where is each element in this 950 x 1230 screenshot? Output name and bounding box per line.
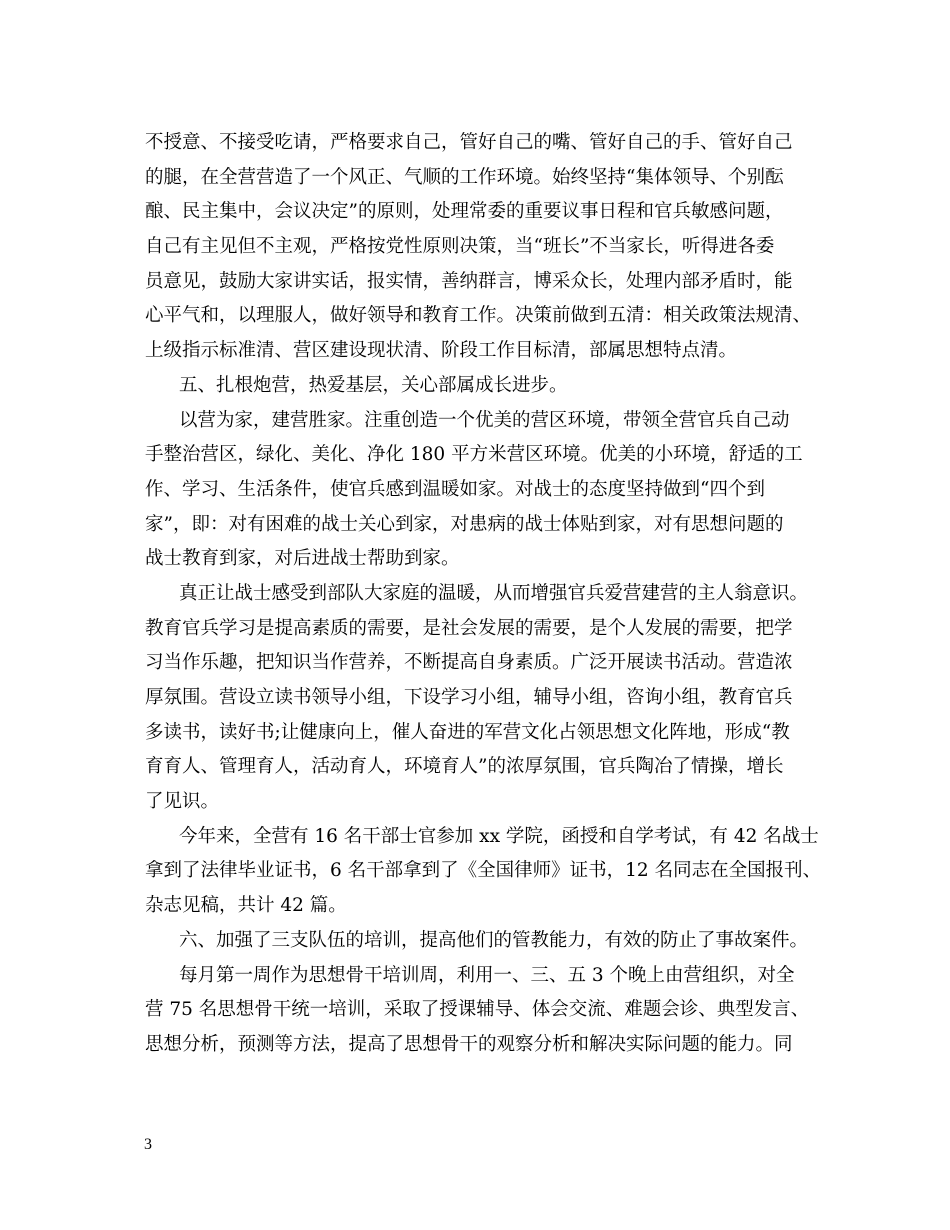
text-line: 的腿，在全营营造了一个风正、气顺的工作环境。始终坚持“集体领导、个别酝 bbox=[145, 166, 784, 188]
text-line: 不授意、不接受吃请，严格要求自己，管好自己的嘴、管好自己的手、管好自己 bbox=[145, 132, 793, 153]
text-line: 自己有主见但不主观，严格按党性原则决策，当“班长”不当家长，听得进各委 bbox=[145, 236, 775, 258]
section-heading: 六、加强了三支队伍的培训，提高他们的管教能力，有效的防止了事故案件。 bbox=[179, 929, 809, 951]
text-line: 员意见，鼓励大家讲实话，报实情，善纳群言，博采众长，处理内部矛盾时，能 bbox=[145, 270, 793, 292]
text-line: 习当作乐趣，把知识当作营养，不断提高自身素质。广泛开展读书活动。营造浓 bbox=[145, 652, 793, 674]
body-text bbox=[145, 126, 822, 1063]
text-line: 杂志见稿，共计 42 篇。 bbox=[145, 895, 347, 917]
text-line: 心平气和，以理服人，做好领导和教育工作。决策前做到五清：相关政策法规清、 bbox=[145, 305, 812, 327]
text-line: 拿到了法律毕业证书，6 名干部拿到了《全国律师》证书，12 名同志在全国报刊、 bbox=[145, 860, 822, 882]
text-line: 家”，即：对有困难的战士关心到家，对患病的战士体贴到家，对有思想问题的 bbox=[145, 513, 784, 535]
paragraph-start-line: 每月第一周作为思想骨干培训周，利用一、三、五 3 个晚上由营组织，对全 bbox=[179, 964, 795, 986]
text-line: 营 75 名思想骨干统一培训，采取了授课辅导、体会交流、难题会诊、典型发言、 bbox=[145, 999, 810, 1021]
page-number: 3 bbox=[144, 1136, 152, 1153]
paragraph-start-line: 真正让战士感受到部队大家庭的温暖，从而增强官兵爱营建营的主人翁意识。 bbox=[179, 582, 809, 604]
text-line: 教育官兵学习是提高素质的需要，是社会发展的需要，是个人发展的需要，把学 bbox=[145, 617, 793, 639]
text-line: 了见识。 bbox=[145, 791, 220, 813]
text-line: 多读书，读好书;让健康向上，催人奋进的军营文化占领思想文化阵地，形成“教 bbox=[145, 721, 790, 743]
text-line: 战士教育到家，对后进战士帮助到家。 bbox=[145, 548, 460, 570]
text-line: 手整治营区，绿化、美化、净化 180 平方米营区环境。优美的小环境，舒适的工 bbox=[145, 444, 803, 466]
text-line: 育育人、管理育人，活动育人，环境育人”的浓厚氛围，官兵陶冶了情操，增长 bbox=[145, 756, 784, 778]
text-line: 作、学习、生活条件，使官兵感到温暖如家。对战士的态度坚持做到“四个到 bbox=[145, 478, 765, 500]
paragraph-start-line: 今年来，全营有 16 名干部士官参加 xx 学院，函授和自学考试，有 42 名战士 bbox=[179, 825, 819, 847]
paragraph-start-line: 以营为家，建营胜家。注重创造一个优美的营区环境，带领全营官兵自己动 bbox=[179, 409, 790, 431]
text-line: 厚氛围。营设立读书领导小组，下设学习小组，辅导小组，咨询小组，教育官兵 bbox=[145, 687, 793, 708]
section-heading: 五、扎根炮营，热爱基层，关心部属成长进步。 bbox=[179, 374, 568, 396]
text-line: 思想分析，预测等方法，提高了思想骨干的观察分析和解决实际问题的能力。同 bbox=[145, 1033, 793, 1055]
text-line: 酿、民主集中，会议决定”的原则，处理常委的重要议事日程和官兵敏感问题， bbox=[145, 201, 784, 223]
text-line: 上级指示标准清、营区建设现状清、阶段工作目标清，部属思想特点清。 bbox=[145, 340, 738, 362]
